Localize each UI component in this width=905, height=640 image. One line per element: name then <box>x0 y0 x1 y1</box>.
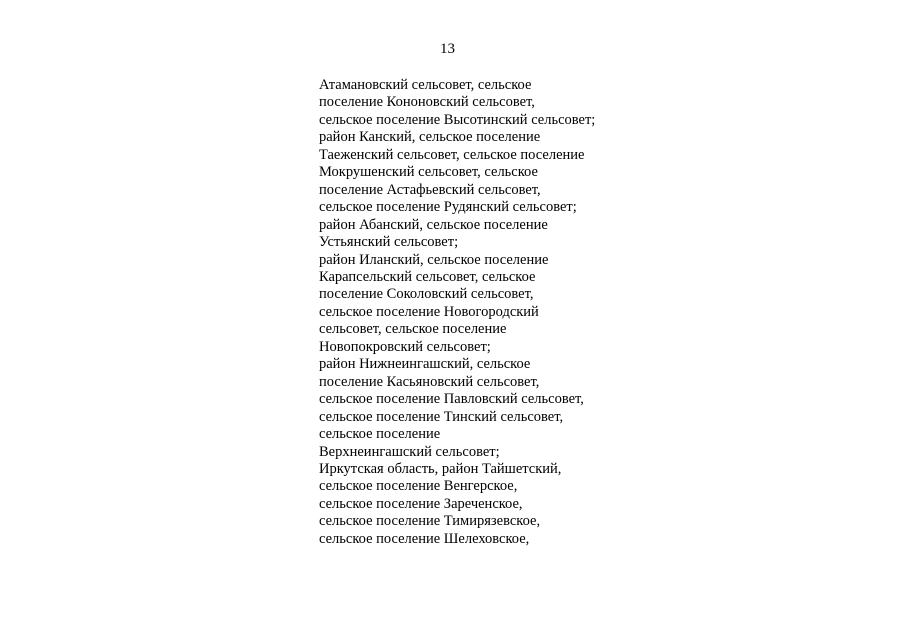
text-line: Мокрушенский сельсовет, сельское <box>319 164 538 181</box>
text-line: сельское поселение Высотинский сельсовет; <box>319 111 596 128</box>
text-line: поселение Астафьевский сельсовет, <box>319 181 541 198</box>
text-line: район Иланский, сельское поселение <box>319 251 549 268</box>
text-block <box>319 77 649 548</box>
text-line: сельское поселение Тинский сельсовет, <box>319 408 564 425</box>
text-line: район Нижнеингашский, сельское <box>319 356 531 373</box>
text-line: район Абанский, сельское поселение <box>319 216 548 233</box>
text-line: сельсовет, сельское поселение <box>319 321 507 338</box>
text-line: сельское поселение Тимирязевское, <box>319 513 541 530</box>
text-line: сельское поселение Новогородский <box>319 303 539 320</box>
text-line: поселение Соколовский сельсовет, <box>319 286 534 303</box>
text-line: Карапсельский сельсовет, сельское <box>319 268 536 285</box>
text-line: сельское поселение Рудянский сельсовет; <box>319 199 577 216</box>
text-line: Новопокровский сельсовет; <box>319 338 491 355</box>
text-line: Верхнеингашский сельсовет; <box>319 443 500 460</box>
text-line: поселение Кононовский сельсовет, <box>319 94 535 111</box>
text-line: сельское поселение <box>319 426 441 443</box>
text-line: Атамановский сельсовет, сельское <box>319 77 532 93</box>
text-line: сельское поселение Шелеховское, <box>319 530 530 547</box>
text-line: Иркутская область, район Тайшетский, <box>319 460 562 477</box>
text-line: Устьянский сельсовет; <box>319 234 459 251</box>
text-line: район Канский, сельское поселение <box>319 129 541 146</box>
text-line: Таеженский сельсовет, сельское поселение <box>319 146 585 163</box>
text-line: сельское поселение Павловский сельсовет, <box>319 391 584 408</box>
page-number: 13 <box>440 41 455 57</box>
text-line: поселение Касьяновский сельсовет, <box>319 373 540 390</box>
text-line: сельское поселение Зареченское, <box>319 495 523 512</box>
text-line: сельское поселение Венгерское, <box>319 478 518 495</box>
